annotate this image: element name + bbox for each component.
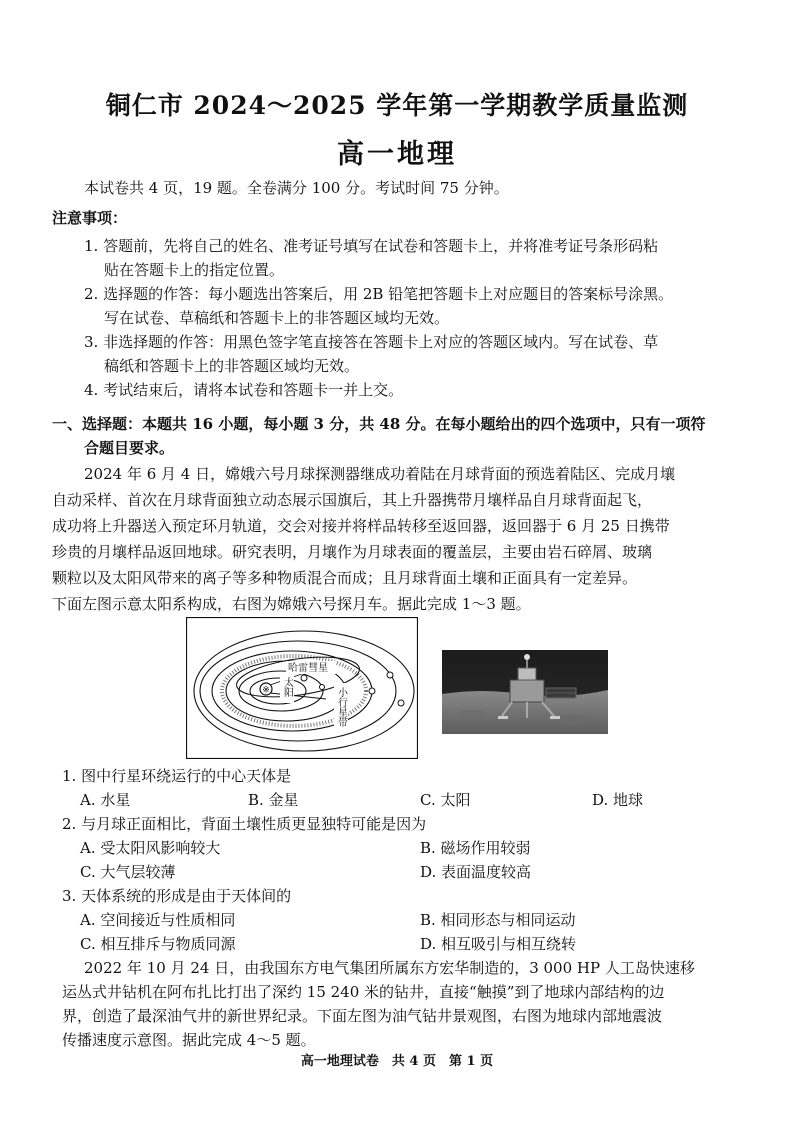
- option-a: A. 空间接近与性质相同: [80, 911, 236, 929]
- intro-text: 本试卷共 4 页，19 题。全卷满分 100 分。考试时间 75 分钟。: [84, 179, 509, 197]
- passage-line: 珍贵的月壤样品返回地球。研究表明，月壤作为月球表面的覆盖层，主要由岩石碎屑、玻璃: [52, 543, 653, 561]
- option-a: A. 受太阳风影响较大: [80, 839, 221, 857]
- passage-line: 运丛式井钻机在阿布扎比打出了深约 15 240 米的钻井，直接“触摸”到了地球内部结构的边: [62, 983, 665, 1001]
- option-c: C. 相互排斥与物质同源: [80, 935, 236, 953]
- note-line: 2. 选择题的作答：每小题选出答案后，用 2B 铅笔把答题卡上对应题目的答案标号涂黑。: [84, 285, 674, 303]
- page-footer: 高一地理试卷 共 4 页 第 1 页: [300, 1054, 494, 1069]
- option-d: D. 表面温度较高: [420, 863, 532, 881]
- option-b: B. 金星: [248, 791, 299, 809]
- comet-label: 哈雷彗星: [288, 663, 328, 674]
- question-stem: 1. 图中行星环绕运行的中心天体是: [62, 767, 292, 785]
- passage-line: 界，创造了最深油气井的新世界纪录。下面左图为油气钻井景观图，右图为地球内部地震波: [62, 1007, 663, 1025]
- option-b: B. 磁场作用较弱: [420, 839, 531, 857]
- solar-system-figure: [186, 617, 418, 759]
- passage-line: 2022 年 10 月 24 日，由我国东方电气集团所属东方宏华制造的，3 000 HP 人工岛快速移: [84, 959, 695, 977]
- section-heading-cont: 合题目要求。: [84, 439, 175, 457]
- option-d: D. 相互吸引与相互绕转: [420, 935, 577, 953]
- passage-line: 自动采样、首次在月球背面独立动态展示国旗后，其上升器携带月壤样品自月球背面起飞，: [52, 491, 653, 509]
- note-line: 3. 非选择题的作答：用黑色签字笔直接答在答题卡上对应的答题区域内。写在试卷、草: [84, 333, 659, 351]
- chang-e6-rover-photo: [442, 650, 608, 734]
- option-c: C. 太阳: [420, 791, 471, 809]
- svg-text:※: ※: [262, 685, 270, 696]
- sun-label: 太阳: [281, 677, 293, 697]
- passage-line: 传播速度示意图。据此完成 4～5 题。: [62, 1031, 316, 1049]
- note-line: 写在试卷、草稿纸和答题卡上的非答题区域均无效。: [104, 309, 450, 327]
- note-line: 1. 答题前，先将自己的姓名、准考证号填写在试卷和答题卡上，并将准考证号条形码粘: [84, 237, 659, 255]
- section-heading: 一、选择题：本题共 16 小题，每小题 3 分，共 48 分。在每小题给出的四个选项中，只有一项符: [52, 415, 706, 433]
- subject-title: 高一地理: [337, 139, 457, 170]
- passage-line: 2024 年 6 月 4 日，嫦娥六号月球探测器继成功着陆在月球背面的预选着陆区、完成月壤: [84, 465, 676, 483]
- option-d: D. 地球: [592, 791, 644, 809]
- exam-title: 铜仁市 2024～2025 学年第一学期教学质量监测: [105, 91, 689, 120]
- notes-heading: 注意事项：: [52, 209, 128, 227]
- passage-line: 成功将上升器送入预定环月轨道，交会对接并将样品转移至返回器，返回器于 6 月 25 日携带: [52, 517, 670, 535]
- question-stem: 2. 与月球正面相比，背面土壤性质更显独特可能是因为: [62, 815, 427, 833]
- note-line: 稿纸和答题卡上的非答题区域均无效。: [104, 357, 360, 375]
- note-line: 贴在答题卡上的指定位置。: [104, 261, 285, 279]
- note-line: 4. 考试结束后，请将本试卷和答题卡一并上交。: [84, 381, 404, 399]
- passage-line: 下面左图示意太阳系构成，右图为嫦娥六号探月车。据此完成 1～3 题。: [52, 595, 531, 613]
- option-b: B. 相同形态与相同运动: [420, 911, 576, 929]
- asteroid-belt-label: 小行星带: [335, 687, 347, 727]
- option-c: C. 大气层较薄: [80, 863, 176, 881]
- passage-line: 颗粒以及太阳风带来的离子等多种物质混合而成；且月球背面土壤和正面具有一定差异。: [52, 569, 638, 587]
- option-a: A. 水星: [80, 791, 131, 809]
- question-stem: 3. 天体系统的形成是由于天体间的: [62, 887, 292, 905]
